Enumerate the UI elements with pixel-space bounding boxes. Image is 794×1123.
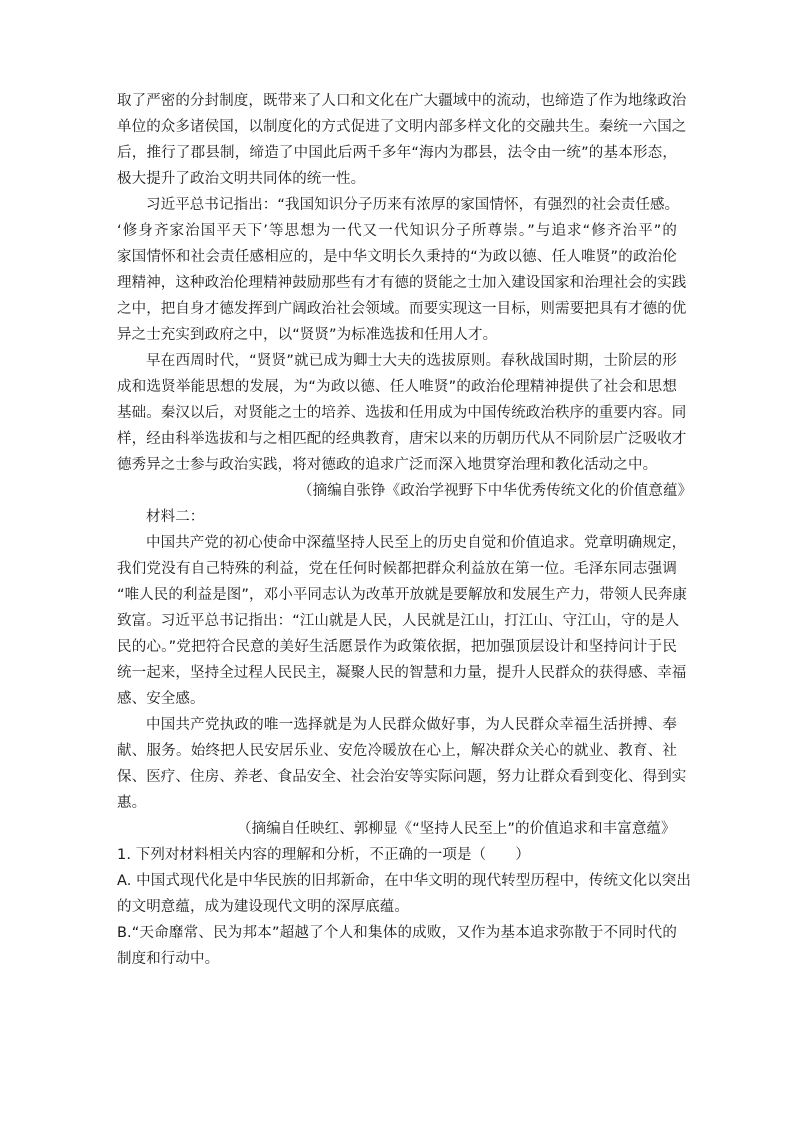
question-1 [117, 842, 691, 972]
text-line: 中国共产党执政的唯一选择就是为人民群众做好事，为人民群众幸福生活拼搏、奉 [146, 717, 677, 733]
text-line: 惠。 [117, 795, 147, 811]
text-line: 后，推行了郡县制，缔造了中国此后两千多年“海内为郡县，法令由一统”的基本形态， [117, 145, 677, 161]
text-line: 基础。秦汉以后，对贤能之士的培养、选拔和任用成为中国传统政治秩序的重要内容。同 [117, 405, 687, 421]
text-line: “唯人民的利益是图”，邓小平同志认为改革开放就是要解放和发展生产力，带领人民奔康 [117, 587, 688, 603]
text-line: 习近平总书记指出：“我国知识分子历来有浓厚的家国情怀，有强烈的社会责任感。 [146, 197, 680, 213]
text-line: 致富。习近平总书记指出：“江山就是人民，人民就是江山，打江山、守江山，守的是人 [117, 613, 680, 629]
text-line: 德秀异之士参与政治实践，将对德政的追求广泛而深入地贯穿治理和教化活动之中。 [117, 457, 658, 473]
text-line: 样，经由科举选拔和与之相匹配的经典教育，唐宋以来的历朝历代从不同阶层广泛吸收才 [117, 431, 687, 447]
text-line: 取了严密的分封制度，既带来了人口和文化在广大疆域中的流动，也缔造了作为地缘政治 [117, 93, 687, 109]
paragraph-1 [117, 88, 687, 192]
text-line: 统一起来，坚持全过程人民民主，凝聚人民的智慧和力量，提升人民群众的获得感、幸福 [117, 665, 687, 681]
text-line: 感、安全感。 [117, 691, 205, 707]
option-a-line: A. 中国式现代化是中华民族的旧邦新命，在中华文明的现代转型历程中，传统文化以突出 [117, 873, 691, 889]
text-line: 理精神，这种政治伦理精神鼓励那些有才有德的贤能之士加入建设国家和治理社会的实践 [117, 275, 687, 291]
document-page [117, 88, 693, 972]
text-line: 异之士充实到政府之中，以“贤贤”为标准选拔和任用人才。 [117, 327, 498, 343]
paragraph-4 [117, 530, 688, 712]
text-line: 单位的众多诸侯国，以制度化的方式促进了文明内部多样文化的交融共生。秦统一六国之 [117, 119, 687, 135]
option-b-line: 制度和行动中。 [117, 951, 220, 967]
text-line: 成和选贤举能思想的发展，为“为政以德、任人唯贤”的政治伦理精神提供了社会和思想 [117, 379, 677, 395]
paragraph-2 [117, 192, 687, 348]
option-a-line: 的文明意蕴，成为建设现代文明的深厚底蕴。 [117, 899, 409, 915]
text-line: 我们党没有自己特殊的利益，党在任何时候都把群众利益放在第一位。毛泽东同志强调 [117, 561, 677, 577]
text-line: 中国共产党的初心使命中深蕴坚持人民至上的历史自觉和价值追求。党章明确规定， [146, 535, 687, 551]
paragraph-3 [117, 348, 687, 478]
text-line: 家国情怀和社会责任感相应的，是中华文明长久秉持的“为政以德、任人唯贤”的政治伦 [117, 249, 677, 265]
text-line: 保、医疗、住房、养老、食品安全、社会治安等实际问题，努力让群众看到变化、得到实 [117, 769, 687, 785]
material-2-label: 材料二： [146, 509, 205, 525]
text-line: 之中，把自身才德发挥到广阔政治社会领域。而要实现这一目标，则需要把具有才德的优 [117, 301, 687, 317]
text-line: ‘修身齐家治国平天下’等思想为一代又一代知识分子所尊崇。”与追求“修齐治平”的 [117, 223, 677, 239]
paragraph-5 [117, 712, 687, 816]
source-citation-1: （摘编自张铮《政治学视野下中华优秀传统文化的价值意蕴》 [298, 483, 693, 499]
text-line: 早在西周时代，“贤贤”就已成为卿士大夫的选拔原则。春秋战国时期，士阶层的形 [146, 353, 677, 369]
text-line: 民的心。”党把符合民意的美好生活愿景作为政策依据，把加强顶层设计和坚持问计于民 [117, 639, 677, 655]
question-stem: 1. 下列对材料相关内容的理解和分析，不正确的一项是（ ） [117, 847, 530, 863]
source-citation-2: （摘编自任映红、郭柳显《“坚持人民至上”的价值追求和丰富意蕴》 [237, 821, 676, 837]
option-b-line: B.“天命靡常、民为邦本”超越了个人和集体的成败，又作为基本追求弥散于不同时代的 [117, 925, 677, 941]
text-line: 献、服务。始终把人民安居乐业、安危冷暖放在心上，解决群众关心的就业、教育、社 [117, 743, 677, 759]
text-line: 极大提升了政治文明共同体的统一性。 [117, 171, 366, 187]
